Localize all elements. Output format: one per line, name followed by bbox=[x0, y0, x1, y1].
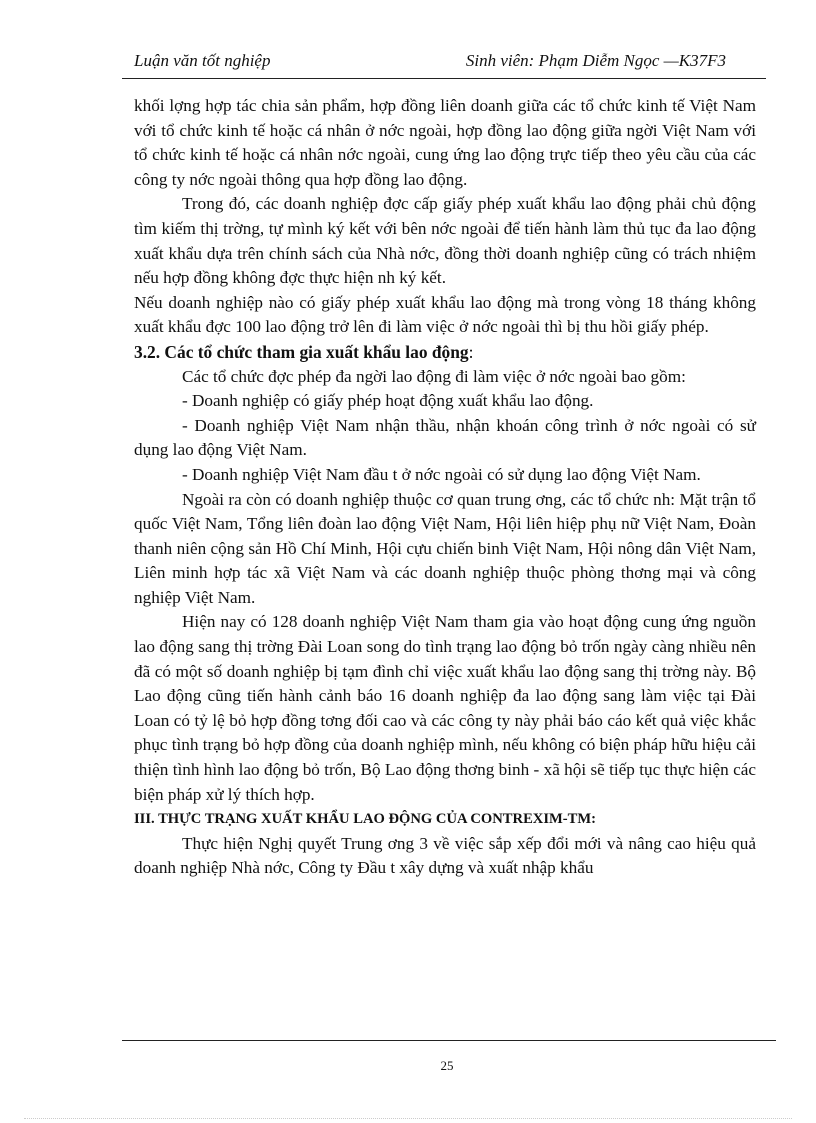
paragraph: Các tổ chức đợc phép đa ngời lao động đi làm việc ở nớc ngoài bao gồm: bbox=[182, 366, 686, 386]
list-item: - Doanh nghiệp Việt Nam nhận thầu, nhận khoán công trình ở nớc ngoài có sử dụng lao động Việt Nam. bbox=[134, 415, 756, 460]
page-content bbox=[134, 94, 756, 881]
section-heading-III: III. THỰC TRẠNG XUẤT KHẨU LAO ĐỘNG CỦA CONTREXIM-TM: bbox=[134, 811, 597, 828]
page-number: 25 bbox=[440, 1058, 454, 1073]
section-heading-text: 3.2. Các tổ chức tham gia xuất khẩu lao động bbox=[134, 341, 469, 362]
section-heading-3-2 bbox=[134, 340, 756, 365]
header-thesis-title: Luận văn tốt nghiệp bbox=[134, 51, 271, 70]
paragraph: khối lợng hợp tác chia sản phẩm, hợp đồng liên doanh giữa các tổ chức kinh tế Việt Nam với tổ chức kinh tế hoặc cá nhân ở nớc ngoài, hợp đồng lao động giữa ngời Việt Nam với tổ chức kinh tế hoặc cá nhân nớc ngoài, cung ứng lao động trực tiếp theo yêu cầu của các công ty nớc ngoài thông qua hợp đồng lao động. bbox=[134, 96, 756, 189]
paragraph: Nếu doanh nghiệp nào có giấy phép xuất khẩu lao động mà trong vòng 18 tháng không xuất khẩu đợc 100 lao động trở lên đi làm việc ở nớc ngoài thì bị thu hồi giấy phép. bbox=[134, 292, 756, 337]
paragraph: Trong đó, các doanh nghiệp đợc cấp giấy phép xuất khẩu lao động phải chủ động tìm kiếm thị trờng, tự mình ký kết với bên nớc ngoài để tiến hành làm thủ tục đa lao động xuất khẩu dựa trên chính sách của Nhà nớc, đồng thời doanh nghiệp cũng có trách nhiệm nếu hợp đồng không đợc thực hiện nh ký kết. bbox=[134, 194, 756, 288]
paragraph: Hiện nay có 128 doanh nghiệp Việt Nam tham gia vào hoạt động cung ứng nguồn lao động sang thị trờng Đài Loan song do tình trạng lao động bỏ trốn ngày càng nhiều nên đã có một số doanh nghiệp bị tạm đình chỉ việc xuất khẩu lao động sang thị trờng này. Bộ Lao động cũng tiến hành cảnh báo 16 doanh nghiệp đa lao động sang làm việc tại Đài Loan có tỷ lệ bỏ hợp đồng tơng đối cao và các công ty này phải báo cáo kết quả việc khắc phục tình trạng bỏ hợp đồng của doanh nghiệp mình, nếu không có biện pháp hữu hiệu cải thiện tình hình lao động bỏ trốn, Bộ Lao động thơng binh - xã hội sẽ tiếp tục thực hiện các biện pháp xử lý thích hợp. bbox=[134, 612, 756, 804]
header-student-name: Sinh viên: Phạm Diễm Ngọc —K37F3 bbox=[465, 51, 726, 70]
list-item: - Doanh nghiệp Việt Nam đầu t ở nớc ngoài có sử dụng lao động Việt Nam. bbox=[182, 464, 701, 484]
section-heading-colon: : bbox=[468, 341, 474, 362]
paragraph: Thực hiện Nghị quyết Trung ơng 3 về việc sắp xếp đổi mới và nâng cao hiệu quả doanh nghiệp Nhà nớc, Công ty Đầu t xây dựng và xuất nhập khẩu bbox=[134, 833, 756, 878]
footer-divider bbox=[122, 1040, 776, 1041]
page-bottom-border bbox=[24, 1118, 792, 1119]
paragraph: Ngoài ra còn có doanh nghiệp thuộc cơ quan trung ơng, các tổ chức nh: Mặt trận tổ quốc Việt Nam, Tổng liên đoàn lao động Việt Nam, Hội liên hiệp phụ nữ Việt Nam, Đoàn thanh niên cộng sản Hồ Chí Minh, Hội cựu chiến binh Việt Nam, Hội nông dân Việt Nam, Liên minh hợp tác xã Việt Nam và các doanh nghiệp thuộc phòng thơng mại và công nghiệp Việt Nam. bbox=[134, 489, 756, 607]
list-item: - Doanh nghiệp có giấy phép hoạt động xuất khẩu lao động. bbox=[182, 391, 594, 411]
page-header bbox=[122, 46, 766, 79]
